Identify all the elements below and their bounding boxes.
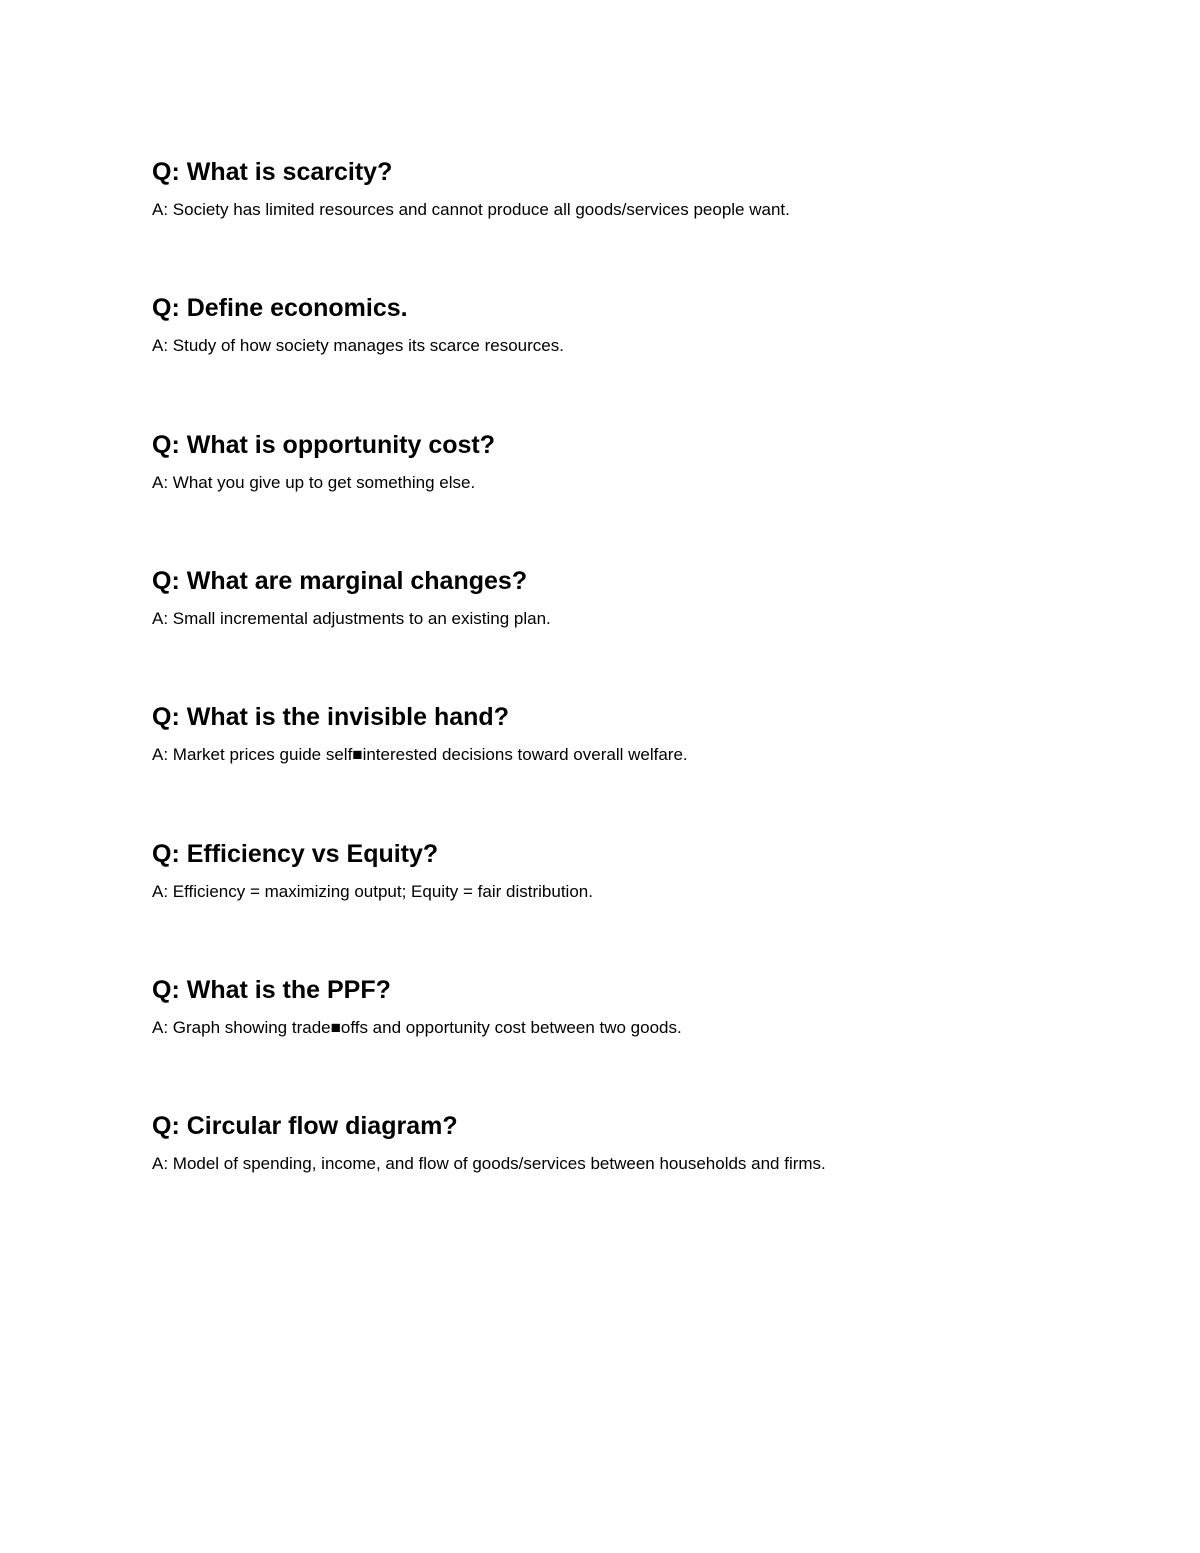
question-heading: Q: What is scarcity? <box>152 158 393 186</box>
question-heading: Q: Efficiency vs Equity? <box>152 840 439 868</box>
answer-text: A: What you give up to get something else. <box>152 473 476 492</box>
question-heading: Q: Define economics. <box>152 294 408 322</box>
answer-text: A: Graph showing trade■offs and opportunity cost between two goods. <box>152 1018 682 1037</box>
qa-item <box>152 975 1112 1039</box>
qa-item <box>152 1111 1112 1175</box>
question-heading: Q: Circular flow diagram? <box>152 1112 458 1140</box>
qa-item <box>152 293 1112 357</box>
qa-item <box>152 839 1112 903</box>
answer-text: A: Efficiency = maximizing output; Equity = fair distribution. <box>152 882 593 901</box>
answer-text: A: Market prices guide self■interested decisions toward overall welfare. <box>152 745 688 764</box>
answer-text: A: Model of spending, income, and flow of goods/services between households and firms. <box>152 1154 826 1173</box>
qa-item <box>152 566 1112 630</box>
answer-text: A: Small incremental adjustments to an existing plan. <box>152 609 551 628</box>
answer-text: A: Study of how society manages its scarce resources. <box>152 336 564 355</box>
question-heading: Q: What is opportunity cost? <box>152 431 496 459</box>
question-heading: Q: What are marginal changes? <box>152 567 528 595</box>
question-heading: Q: What is the PPF? <box>152 976 391 1004</box>
qa-item <box>152 430 1112 494</box>
answer-text: A: Society has limited resources and cannot produce all goods/services people want. <box>152 200 790 219</box>
question-heading: Q: What is the invisible hand? <box>152 703 509 731</box>
qa-item <box>152 157 1112 221</box>
qa-item <box>152 702 1112 766</box>
